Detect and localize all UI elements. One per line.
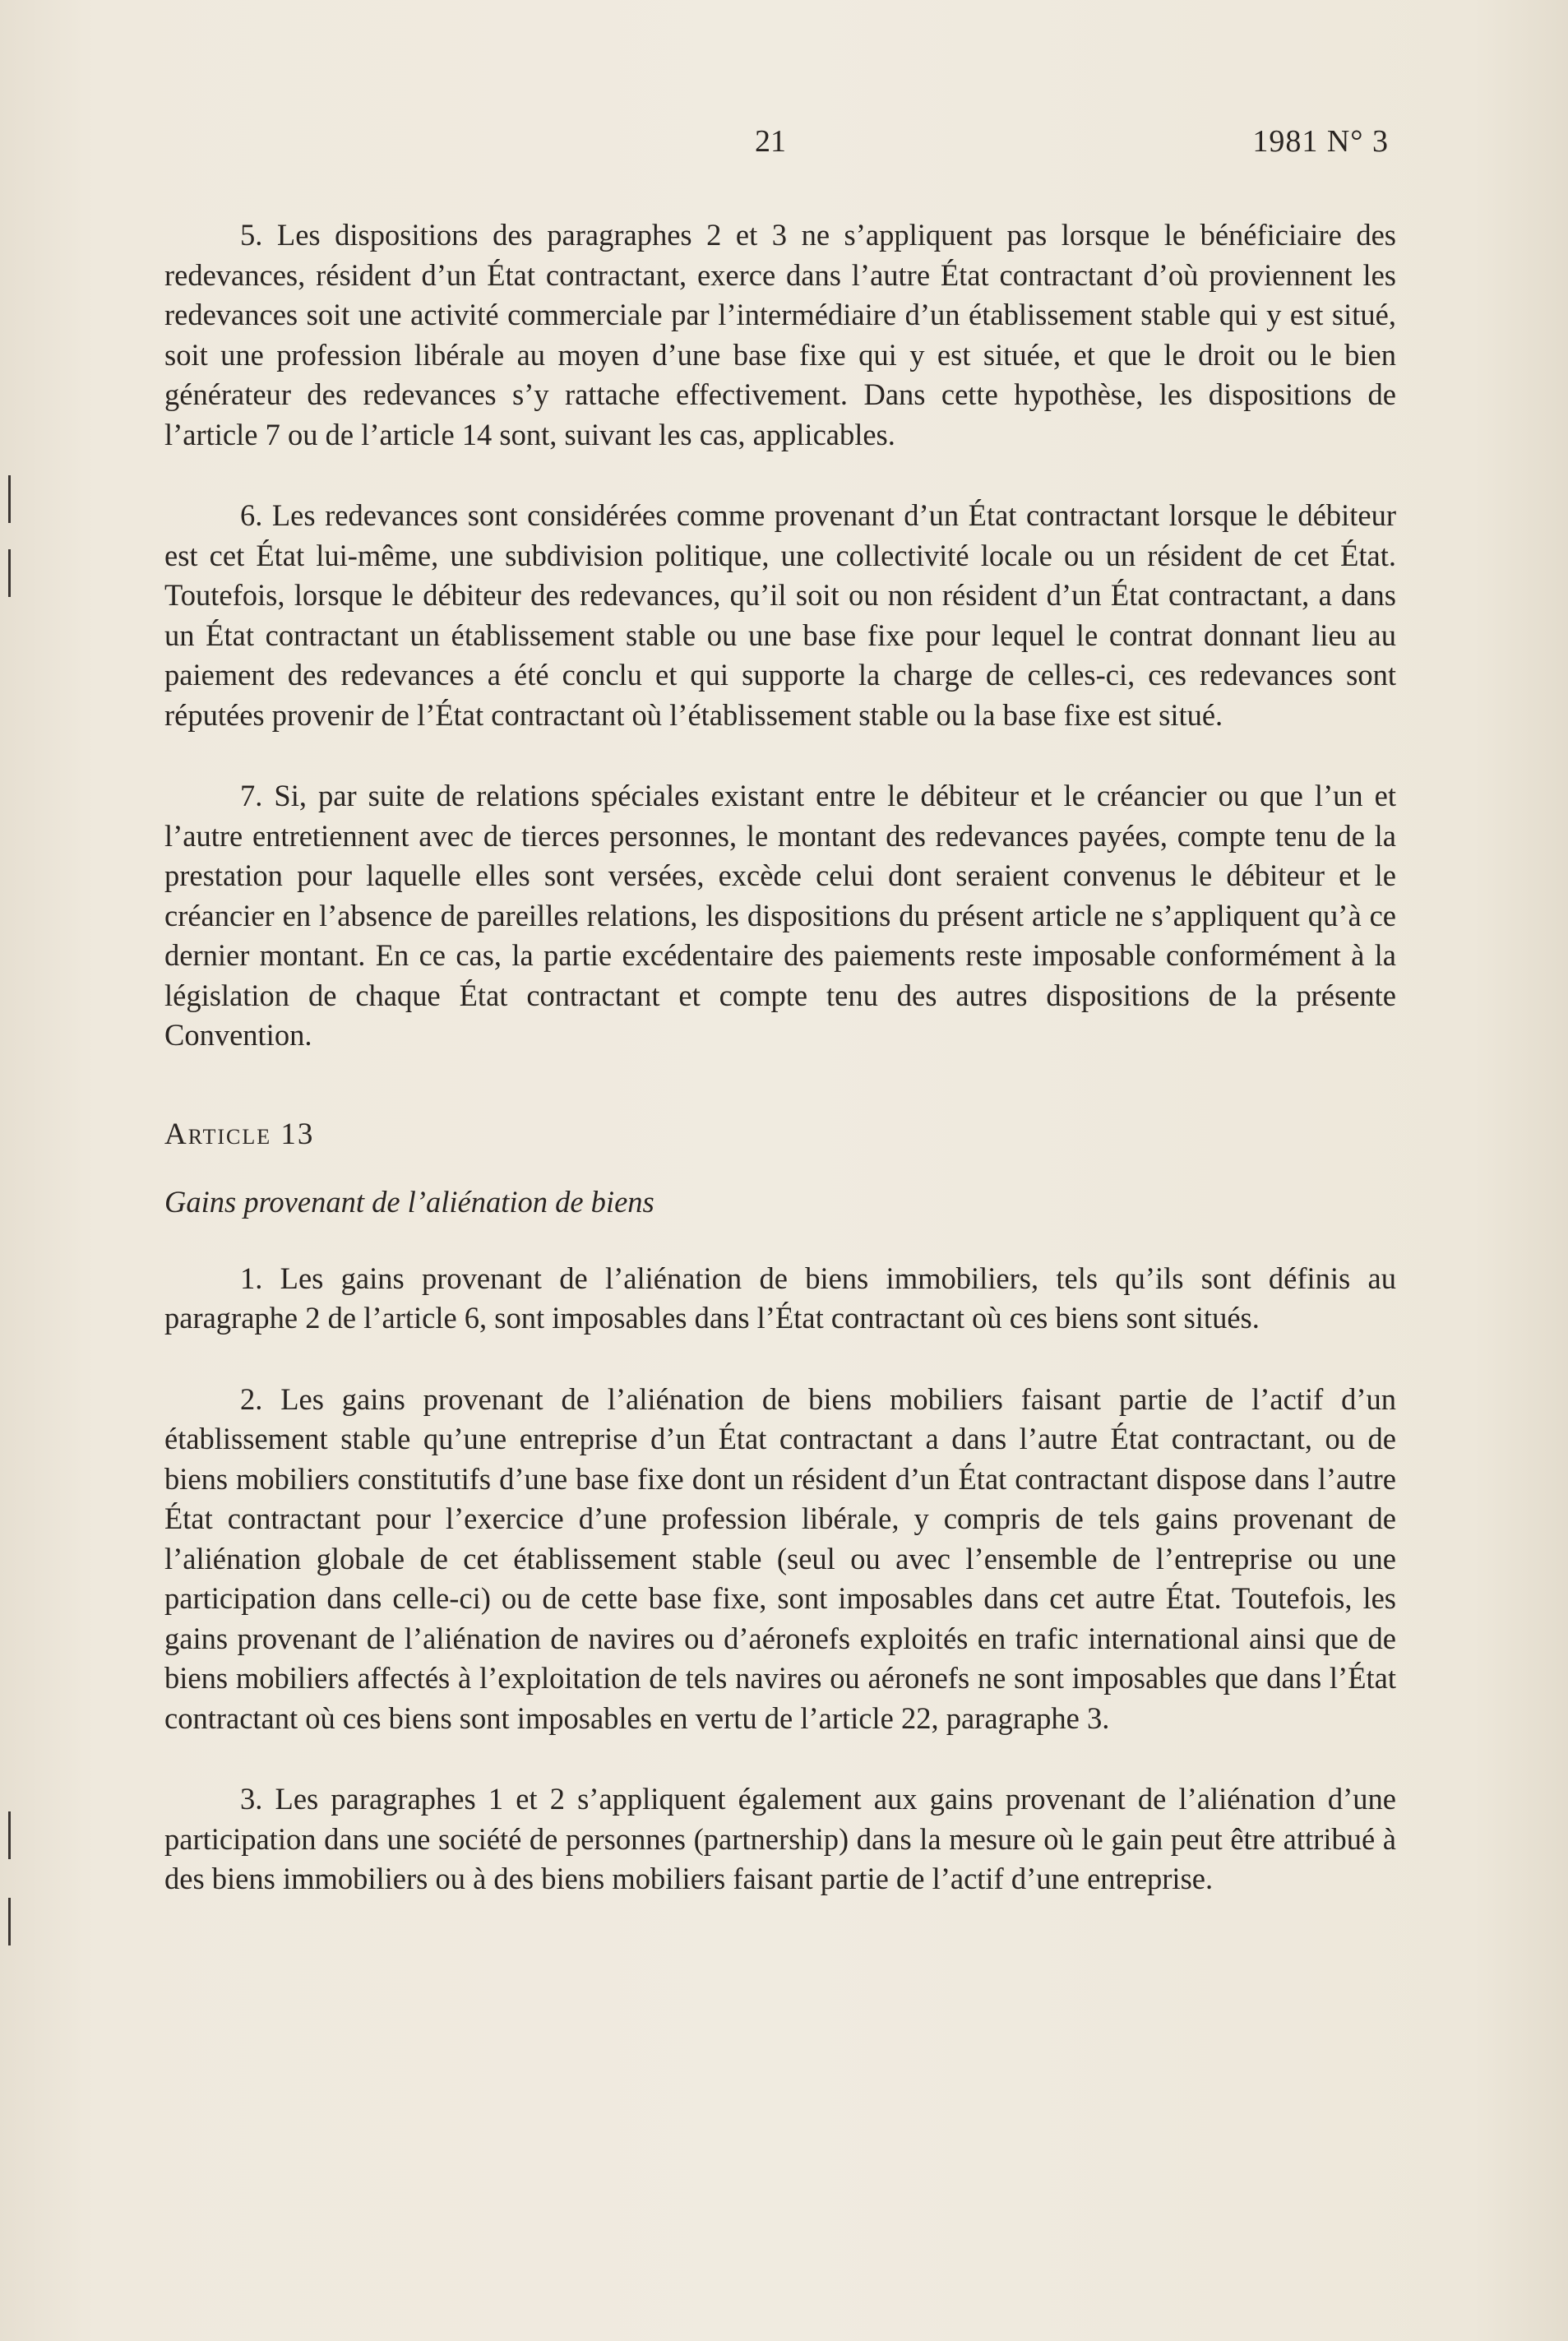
margin-mark: [8, 1811, 11, 1859]
article-paragraph-1: 1. Les gains provenant de l’aliénation de biens immobiliers, tels qu’ils sont définis au paragraphe 2 de l’article 6, sont imposables dans l’État contractant où ces biens sont situés.: [164, 1261, 1396, 1335]
paragraph-6: 6. Les redevances sont considérées comme provenant d’un État contractant lorsque le débiteur est cet État lui-même, une subdivision politique, une collectivité locale ou un résident de cet État. Toutefois, lorsque le débiteur des redevances, qu’il soit ou non résident d’un État contractant, a dans un État contractant un établissement stable ou une base fixe pour lequel le contrat donnant lieu au paiement des redevances a été conclu et qui supporte la charge de celles-ci, ces redevances sont réputées provenir de l’État contractant où l’établissement stable ou la base fixe est situé.: [164, 498, 1396, 732]
paragraph-7: 7. Si, par suite de relations spéciales existant entre le débiteur et le créancier ou que l’un et l’autre entretiennent avec de tierces personnes, le montant des redevances payées, compte tenu de la prestation pour laquelle elles sont versées, excède celui dont seraient convenus le débiteur et le créancier en l’absence de pareilles relations, les dispositions du présent article ne s’appliquent qu’à ce dernier montant. En ce cas, la partie excédentaire des paiements reste imposable conformément à la législation de chaque État contractant et compte tenu des autres dispositions de la présente Convention.: [164, 779, 1396, 1052]
margin-mark: [8, 475, 11, 523]
margin-mark: [8, 1898, 11, 1945]
article-paragraph-3: 3. Les paragraphes 1 et 2 s’appliquent également aux gains provenant de l’aliénation d’une participation dans une société de personnes (partnership) dans la mesure où le gain peut être attribué à des biens immobiliers ou à des biens mobiliers faisant partie de l’actif d’une entreprise.: [164, 1782, 1396, 1895]
page-number: 21: [755, 124, 786, 159]
margin-mark: [8, 549, 11, 597]
document-body: [164, 215, 1396, 1899]
article-paragraph-2: 2. Les gains provenant de l’aliénation de biens mobiliers faisant partie de l’actif d’un établissement stable qu’une entreprise d’un État contractant a dans l’autre État contractant, ou de biens mobiliers constitutifs d’une base fixe dont un résident d’un État contractant dispose dans l’autre État contractant pour l’exercice d’une profession libérale, y compris de tels gains provenant de l’aliénation globale de cet établissement stable (seul ou avec l’ensemble de l’entreprise ou une participation dans celle-ci) ou de cette base fixe, sont imposables dans cet autre État. Toutefois, les gains provenant de l’aliénation de navires ou d’aéronefs exploités en trafic international ainsi que de biens mobiliers affectés à l’exploitation de tels navires ou aéronefs ne sont imposables que dans l’État contractant où ces biens sont imposables en vertu de l’article 22, paragraphe 3.: [164, 1381, 1396, 1735]
page-header: [0, 123, 1568, 173]
paragraph-5: 5. Les dispositions des paragraphes 2 et 3 ne s’appliquent pas lorsque le bénéficiaire des redevances, résident d’un État contractant, exerce dans l’autre État contractant d’où proviennent les redevances soit une activité commerciale par l’intermédiaire d’un établissement stable qui y est situé, soit une profession libérale au moyen d’une base fixe qui y est située, et que le droit ou le bien générateur des redevances s’y rattache effectivement. Dans cette hypothèse, les dispositions de l’article 7 ou de l’article 14 sont, suivant les cas, applicables.: [164, 218, 1396, 451]
article-subtitle: Gains provenant de l’aliénation de biens: [164, 1185, 654, 1219]
issue-label: 1981 N° 3: [1252, 124, 1389, 159]
article-heading: Article 13: [164, 1117, 315, 1151]
